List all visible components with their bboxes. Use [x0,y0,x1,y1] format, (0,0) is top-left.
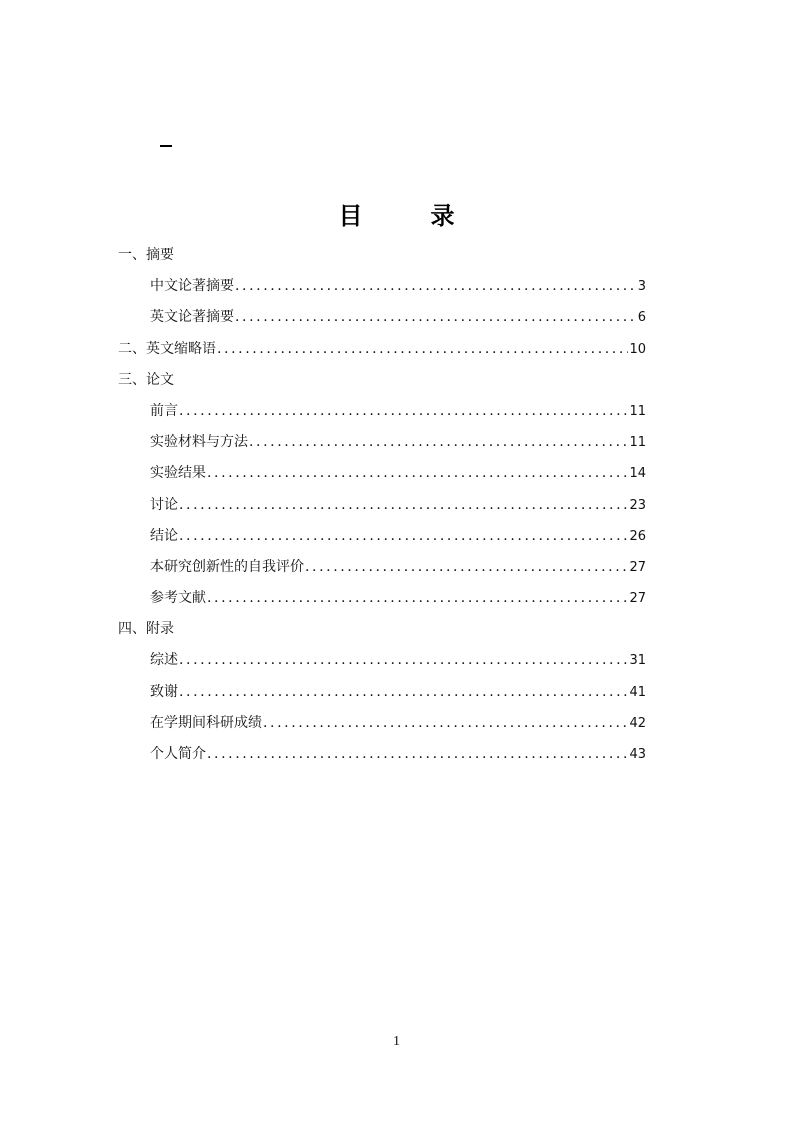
toc-heading-label: 四、附录 [118,621,174,638]
toc-item-preface[interactable] [118,396,646,427]
toc-item-label: 前言 [150,402,178,419]
toc-leader-dots [207,739,628,770]
toc-item-methods[interactable] [118,427,646,458]
toc-item-label: 英文论著摘要 [150,309,234,326]
toc-heading-label: 三、论文 [118,371,174,388]
toc-leader-dots [207,583,628,614]
toc-page-number: 14 [629,466,646,482]
toc-item-label: 中文论著摘要 [150,278,234,295]
toc-leader-dots [235,302,637,333]
toc-item-discussion[interactable] [118,490,646,521]
toc-item-label: 实验结果 [150,465,206,482]
toc-leader-dots [217,334,628,365]
page-number-footer: 1 [393,1034,400,1049]
toc-leader-dots [249,427,628,458]
toc-item-label: 实验材料与方法 [150,434,248,451]
toc-page-number: 6 [637,310,646,326]
toc-leader-dots [179,645,628,676]
table-of-contents [118,240,646,770]
toc-heading-thesis [118,365,646,396]
toc-title: 目 录 [338,202,477,230]
toc-page-number: 23 [629,497,646,513]
toc-heading-label: 一、摘要 [118,247,174,263]
toc-leader-dots [179,677,628,708]
top-mark [160,145,172,147]
toc-leader-dots [207,458,628,489]
toc-page-number: 11 [629,403,646,419]
toc-item-cn-abstract[interactable] [118,271,646,302]
toc-item-label: 在学期间科研成绩 [150,714,262,731]
toc-item-label: 致谢 [150,683,178,700]
toc-page-number: 41 [629,684,646,700]
toc-page-number: 27 [629,559,646,575]
toc-page-number: 43 [629,747,646,762]
toc-leader-dots [263,708,628,739]
toc-item-bio[interactable] [118,739,646,770]
toc-item-label: 本研究创新性的自我评价 [150,558,304,575]
toc-item-label: 个人简介 [150,746,206,762]
toc-leader-dots [179,490,628,521]
toc-item-results[interactable] [118,458,646,489]
toc-item-achievements[interactable] [118,708,646,739]
toc-item-label: 结论 [150,527,178,544]
toc-page-number: 3 [637,279,646,295]
toc-item-abbreviations[interactable] [118,334,646,365]
toc-item-thanks[interactable] [118,677,646,708]
toc-item-label: 综述 [150,652,178,669]
toc-page-number: 26 [629,528,646,544]
toc-leader-dots [179,396,628,427]
toc-leader-dots [305,552,628,583]
toc-item-label: 参考文献 [150,590,206,607]
toc-item-innovation[interactable] [118,552,646,583]
toc-heading-abstract [118,240,646,271]
toc-leader-dots [235,271,637,302]
toc-page-number: 27 [629,591,646,607]
toc-page-number: 31 [629,653,646,669]
toc-item-label: 二、英文缩略语 [118,340,216,357]
toc-item-en-abstract[interactable] [118,302,646,333]
toc-item-references[interactable] [118,583,646,614]
toc-heading-appendix [118,614,646,645]
toc-item-review[interactable] [118,645,646,676]
toc-leader-dots [179,521,628,552]
toc-page-number: 11 [629,435,646,451]
toc-item-label: 讨论 [150,496,178,513]
toc-item-conclusion[interactable] [118,521,646,552]
toc-page-number: 10 [629,341,646,357]
toc-page-number: 42 [629,715,646,731]
